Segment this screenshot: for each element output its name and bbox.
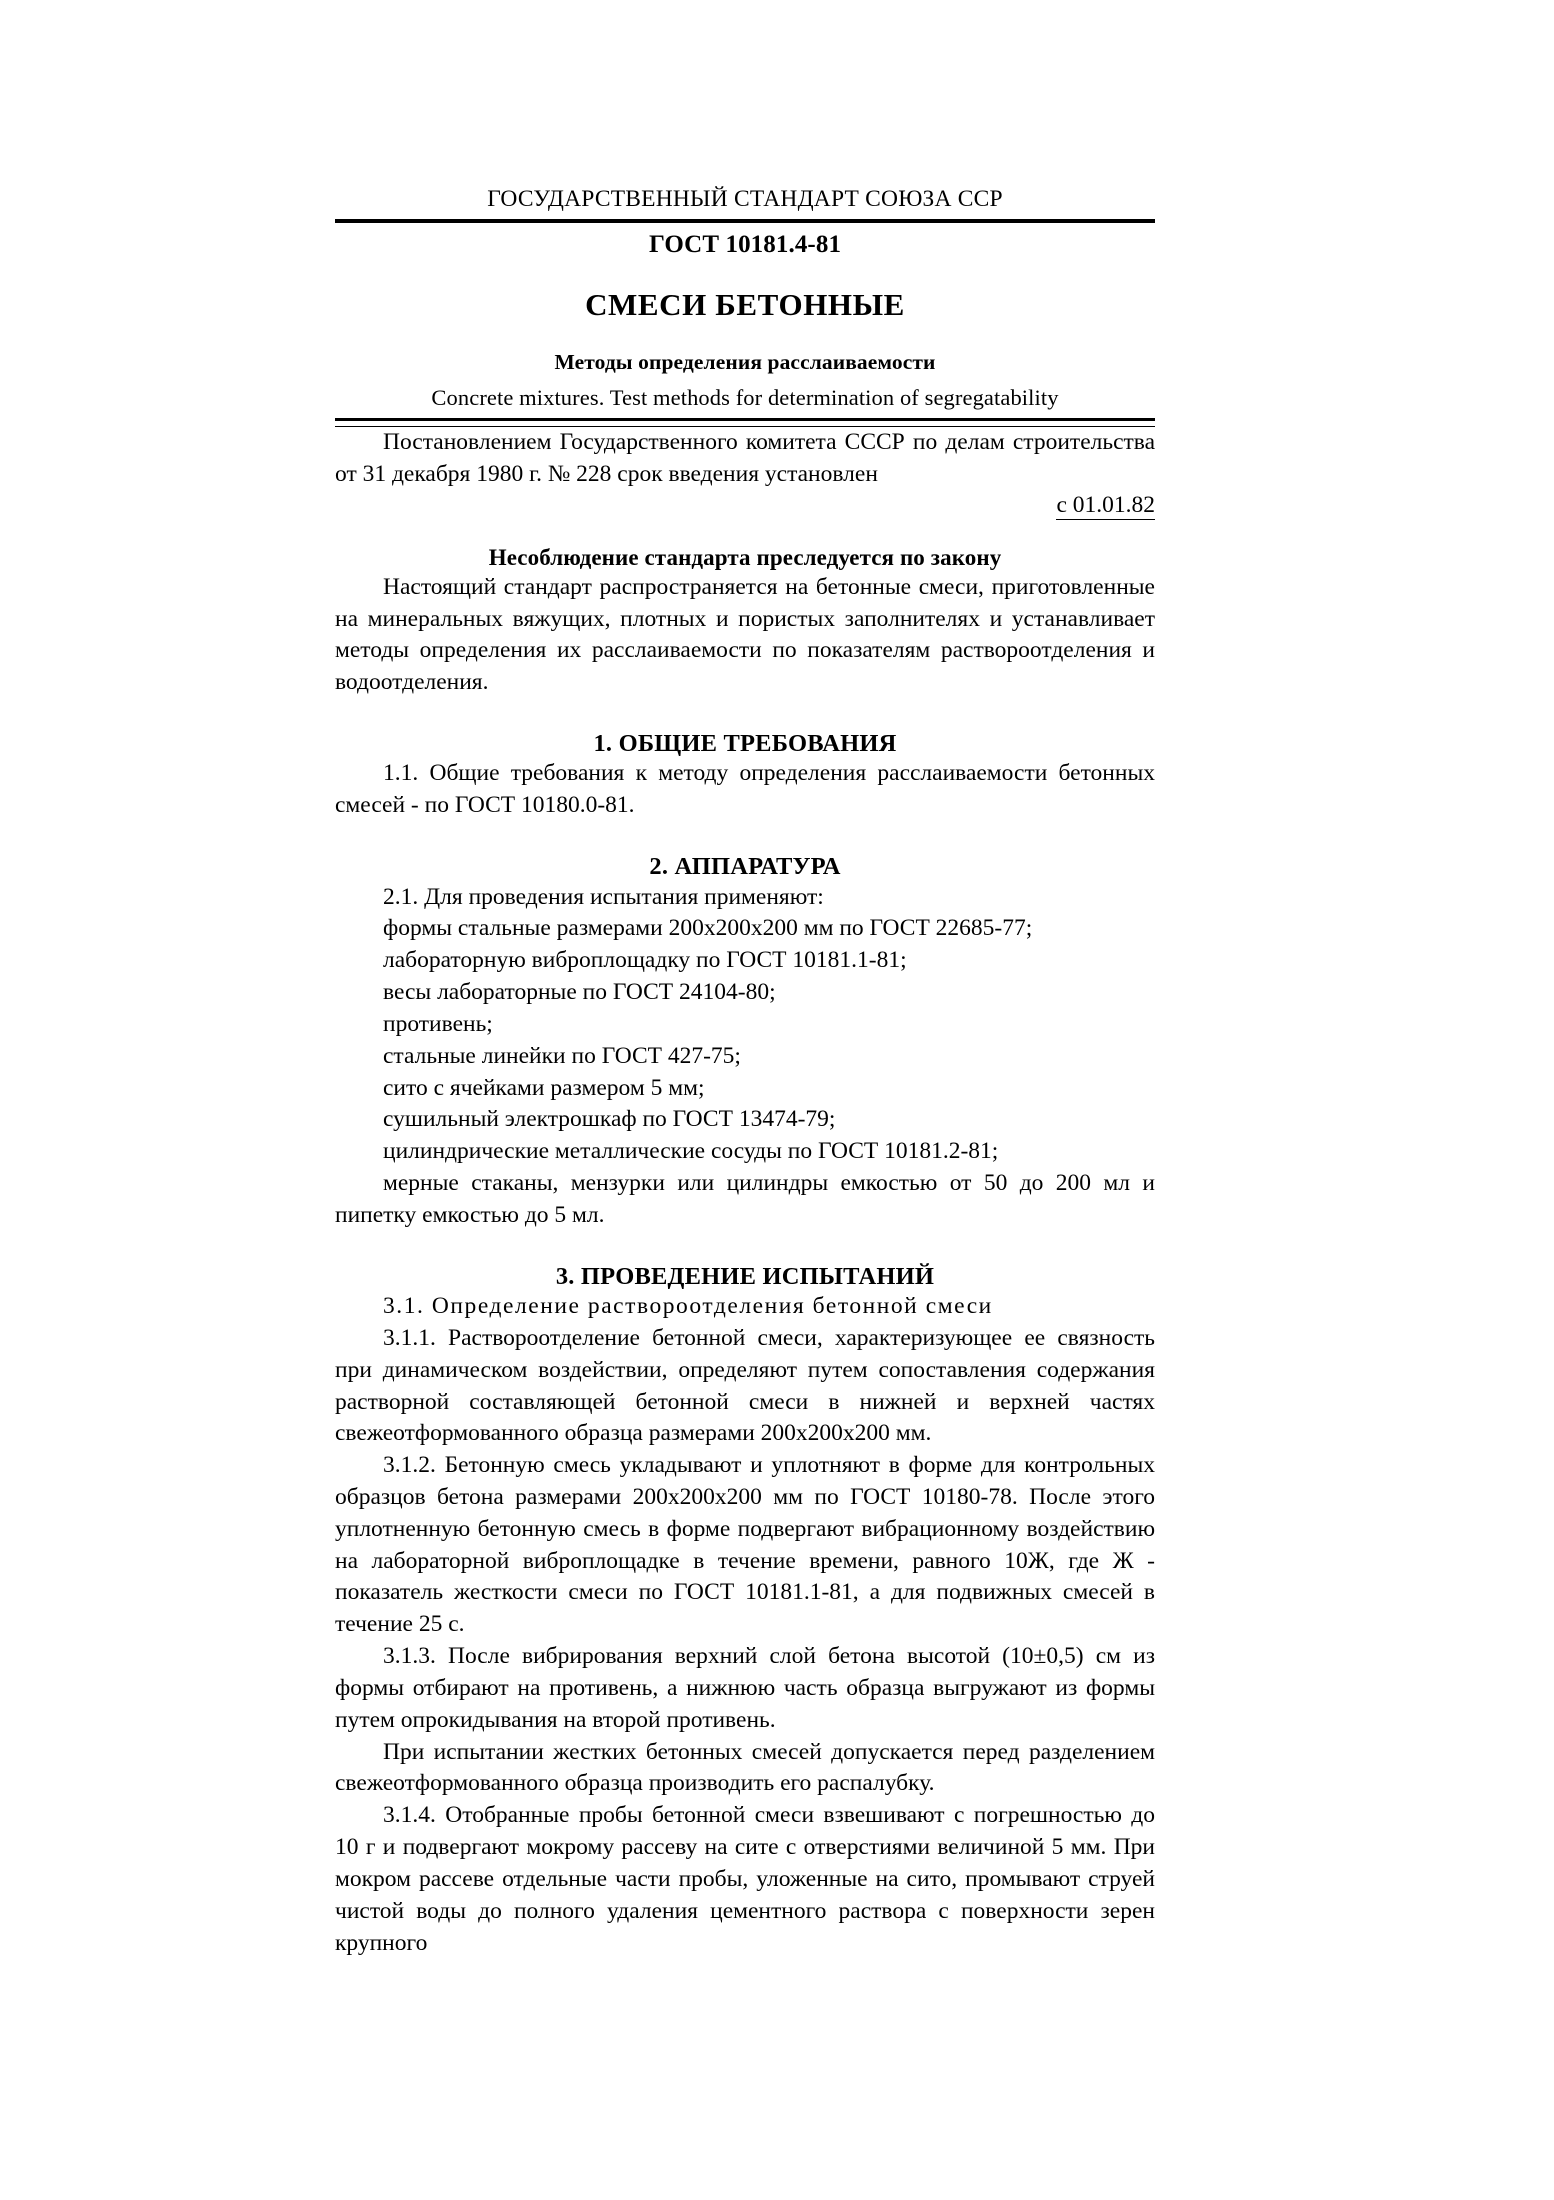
apparatus-item: стальные линейки по ГОСТ 427-75; [383,1042,741,1069]
section-heading-1: 1. ОБЩИЕ ТРЕБОВАНИЯ [593,730,897,758]
standard-of-line: ГОСУДАРСТВЕННЫЙ СТАНДАРТ СОЮЗА ССР [487,186,1003,212]
document-title: СМЕСИ БЕТОННЫЕ [585,286,905,322]
paragraph-3-1-3: 3.1.3. После вибрирования верхний слой бетона высотой (10±0,5) см из формы отбирают на противень, а нижнюю часть образца выгружают из формы путем опрокидывания на второй противень. [335,1643,1155,1733]
paragraph-3-1-1: 3.1.1. Раствороотделение бетонной смеси, характеризующее ее связность при динамическом воздействии, определяют путем сопоставления содержания растворной составляющей бетонной смеси в нижней и верхней частях свежеотформованного образца размерами 200х200х200 мм. [335,1324,1155,1447]
effective-date: с 01.01.82 [1056,492,1155,519]
apparatus-item: формы стальные размерами 200х200х200 мм по ГОСТ 22685-77; [383,915,1033,942]
masthead-rule-top [335,219,1155,223]
legal-warning: Несоблюдение стандарта преследуется по закону [488,545,1002,571]
apparatus-list [335,882,1155,1232]
paragraph-3-1-4: 3.1.4. Отобранные пробы бетонной смеси взвешивают с погрешностью до 10 г и подвергают мокрому рассеву на сите с отверстиями величиной 5 мм. При мокром рассеве отдельные части пробы, уложенные на сито, промывают струей чистой воды до полного удаления цементного раствора с поверхности зерен крупного [335,1802,1155,1956]
decree-paragraph: Постановлением Государственного комитета СССР по делам строительства от 31 декабря 1980 г. № 228 срок введения установлен [335,428,1155,487]
paragraph-3-1-3-note: При испытании жестких бетонных смесей допускается перед разделением свежеотформованного образца производить его распалубку. [335,1738,1155,1797]
paragraph-1-1: 1.1. Общие требования к методу определения расслаиваемости бетонных смесей - по ГОСТ 10180.0-81. [335,760,1155,819]
standard-number: ГОСТ 10181.4-81 [648,230,842,258]
document-subtitle-en: Concrete mixtures. Test methods for determination of segregatability [431,384,1059,410]
apparatus-item: лабораторную вибpоплощадку по ГОСТ 10181.1-81; [383,947,907,974]
apparatus-item: сушильный электрошкаф по ГОСТ 13474-79; [383,1106,836,1133]
apparatus-item: противень; [383,1010,493,1037]
section-heading-3: 3. ПРОВЕДЕНИЕ ИСПЫТАНИЙ [555,1262,935,1290]
paragraph-3-1-2: 3.1.2. Бетонную смесь укладывают и уплотняют в форме для контрольных образцов бетона размерами 200х200х200 мм по ГОСТ 10180-78. После этого уплотненную бетонную смесь в форме подвергают вибрационному воздействию на лабораторной вибpоплощадке в течение времени, равного 10Ж, где Ж - показатель жесткости смеси по ГОСТ 10181.1-81, а для подвижных смесей в течение 25 с. [335,1452,1155,1638]
apparatus-item: цилиндрические металлические сосуды по ГОСТ 10181.2-81; [383,1138,999,1165]
section-heading-2: 2. АППАРАТУРА [649,853,841,881]
masthead-rule-bottom [335,418,1155,427]
apparatus-lead: 2.1. Для проведения испытания применяют: [383,883,824,910]
effective-date-line [335,490,1155,522]
apparatus-item: весы лабораторные по ГОСТ 24104-80; [383,979,776,1006]
subsection-heading-3-1: 3.1. Определение раствороотделения бетонной смеси [383,1293,993,1320]
apparatus-item-last: мерные стаканы, мензурки или цилиндры емкостью от 50 до 200 мл и пипетку емкостью до 5 мл. [335,1169,1155,1228]
apparatus-item: сито с ячейками размером 5 мм; [383,1074,705,1101]
document-subtitle-ru: Методы определения расслаиваемости [554,349,936,374]
intro-paragraph: Настоящий стандарт распространяется на бетонные смеси, приготовленные на минеральных вяжущих, плотных и пористых заполнителях и устанавливает методы определения их расслаиваемости по показателям раствороотделения и водоотделения. [335,573,1155,696]
page-content [335,186,1155,1959]
